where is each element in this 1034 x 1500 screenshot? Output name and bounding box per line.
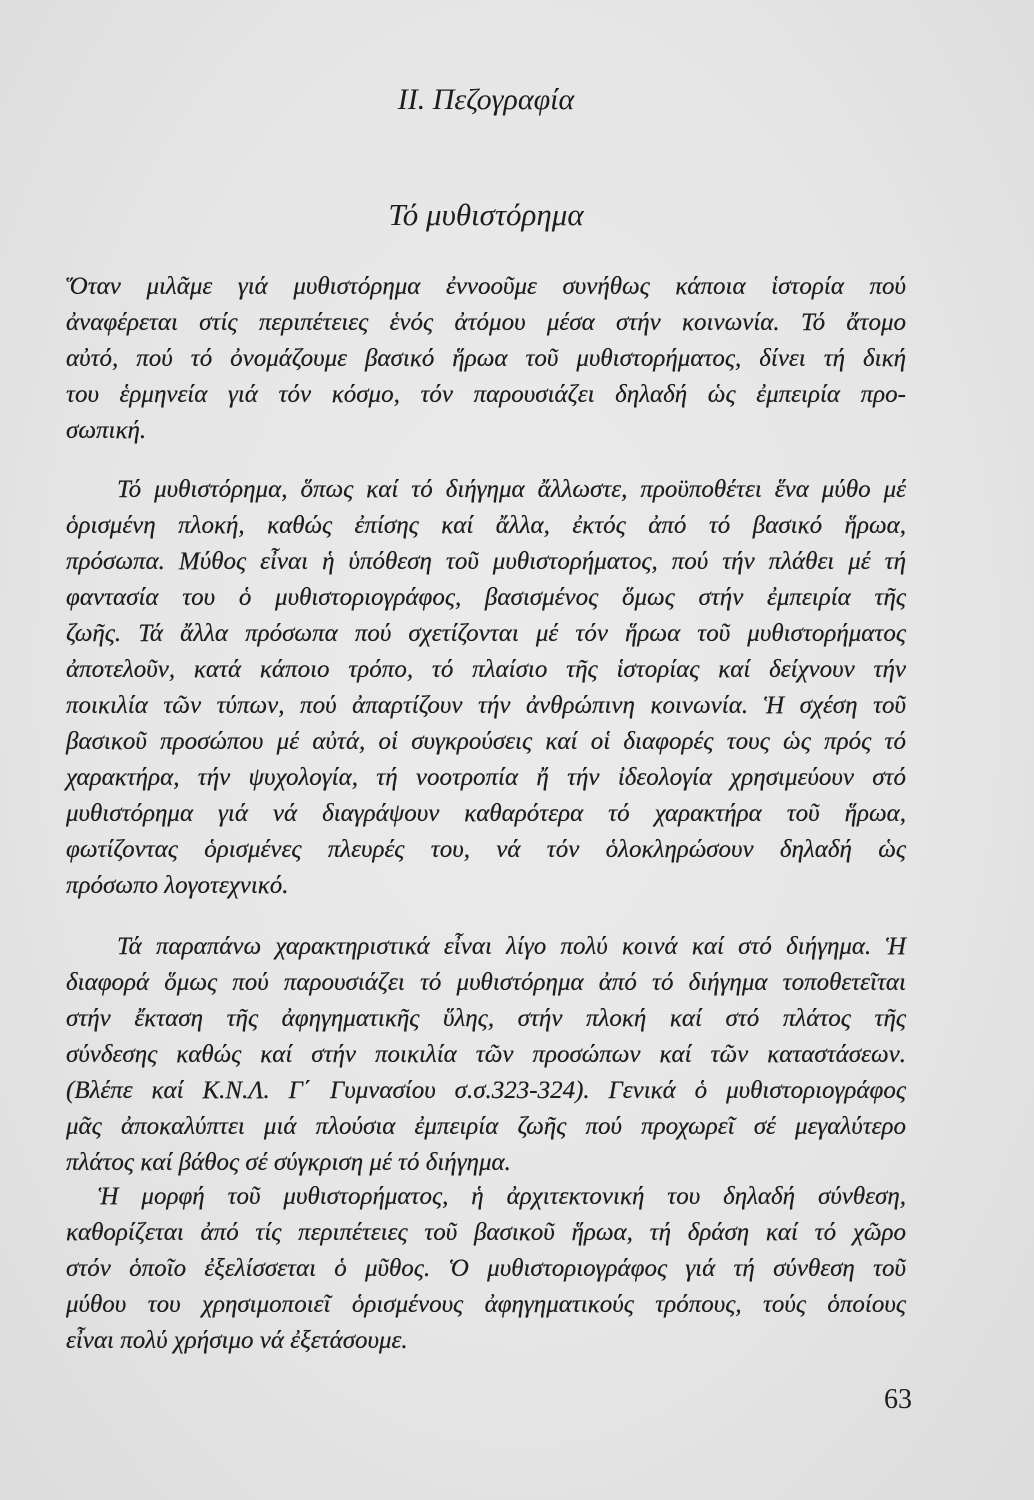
text-line: Ἡ μορφή τοῦ μυθιστορήματος, ἡ ἀρχιτεκτονική του δηλαδή σύνθεση, [98,1183,906,1210]
paragraph [66,929,906,1181]
text-line: μυθιστόρημα γιά νά διαγράψουν καθαρότερα τό χαρακτήρα τοῦ ἥρωα, [66,800,906,827]
text-line: πλάτος καί βάθος σέ σύγκριση μέ τό διήγημα. [66,1149,511,1176]
text-line: ποικιλία τῶν τύπων, πού ἀπαρτίζουν τήν ἀνθρώπινη κοινωνία. Ἡ σχέση τοῦ [66,692,906,719]
text-line: ζωῆς. Τά ἄλλα πρόσωπα πού σχετίζονται μέ τόν ἥρωα τοῦ μυθιστορήματος [66,620,906,647]
text-line: ὁρισμένη πλοκή, καθώς ἐπίσης καί ἄλλα, ἐκτός ἀπό τό βασικό ἥρωα, [66,512,906,539]
text-line: εἶναι πολύ χρήσιμο νά ἐξετάσουμε. [66,1327,408,1354]
page-number: 63 [884,1384,912,1415]
text-line: αὐτό, πού τό ὀνομάζουμε βασικό ἥρωα τοῦ μυθιστορήματος, δίνει τή δική [66,345,906,372]
text-line: μύθου του χρησιμοποιεῖ ὁρισμένους ἀφηγηματικούς τρόπους, τούς ὁποίους [66,1291,906,1318]
text-line: καθορίζεται ἀπό τίς περιπέτειες τοῦ βασικοῦ ἥρωα, τή δράση καί τό χῶρο [66,1219,906,1246]
text-line: του ἑρμηνεία γιά τόν κόσμο, τόν παρουσιάζει δηλαδή ὡς ἐμπειρία προ- [66,381,906,408]
paragraph [66,269,906,449]
text-line: σύνδεσης καθώς καί στήν ποικιλία τῶν προσώπων καί τῶν καταστάσεων. [66,1041,906,1068]
paragraph [66,1179,906,1359]
text-line: Τό μυθιστόρημα, ὅπως καί τό διήγημα ἄλλωστε, προϋποθέτει ἕνα μύθο μέ [117,476,906,503]
text-line: στόν ὁποῖο ἐξελίσσεται ὁ μῦθος. Ὁ μυθιστοριογράφος γιά τή σύνθεση τοῦ [66,1255,906,1282]
chapter-title: Τό μυθιστόρημα [388,197,584,232]
text-line: μᾶς ἀποκαλύπτει μιά πλούσια ἐμπειρία ζωῆς πού προχωρεῖ σέ μεγαλύτερο [66,1113,906,1140]
text-line: στήν ἔκταση τῆς ἀφηγηματικῆς ὕλης, στήν πλοκή καί στό πλάτος τῆς [66,1005,906,1032]
text-line: ἀποτελοῦν, κατά κάποιο τρόπο, τό πλαίσιο τῆς ἱστορίας καί δείχνουν τήν [66,656,906,683]
text-line: σωπική. [66,417,147,444]
text-line: (Βλέπε καί Κ.Ν.Λ. Γ΄ Γυμνασίου σ.σ.323-324). Γενικά ὁ μυθιστοριογράφος [66,1077,906,1104]
text-line: φαντασία του ὁ μυθιστοριογράφος, βασισμένος ὅμως στήν ἐμπειρία τῆς [66,584,906,611]
section-title: II. Πεζογραφία [397,83,575,116]
paragraph [66,472,906,904]
text-line: πρόσωπο λογοτεχνικό. [66,872,289,899]
text-line: Τά παραπάνω χαρακτηριστικά εἶναι λίγο πολύ κοινά καί στό διήγημα. Ἡ [117,933,906,960]
text-line: ἀναφέρεται στίς περιπέτειες ἑνός ἀτόμου μέσα στήν κοινωνία. Τό ἄτομο [66,309,906,336]
text-line: βασικοῦ προσώπου μέ αὐτά, οἱ συγκρούσεις καί οἱ διαφορές τους ὡς πρός τό [66,728,906,755]
text-line: φωτίζοντας ὁρισμένες πλευρές του, νά τόν ὁλοκληρώσουν δηλαδή ὡς [66,836,906,863]
text-line: πρόσωπα. Μύθος εἶναι ἡ ὑπόθεση τοῦ μυθιστορήματος, πού τήν πλάθει μέ τή [66,548,906,575]
text-line: Ὅταν μιλᾶμε γιά μυθιστόρημα ἐννοοῦμε συνήθως κάποια ἱστορία πού [66,273,906,300]
text-line: χαρακτήρα, τήν ψυχολογία, τή νοοτροπία ἤ τήν ἰδεολογία χρησιμεύουν στό [66,764,906,791]
text-line: διαφορά ὅμως πού παρουσιάζει τό μυθιστόρημα ἀπό τό διήγημα τοποθετεῖται [66,969,906,996]
